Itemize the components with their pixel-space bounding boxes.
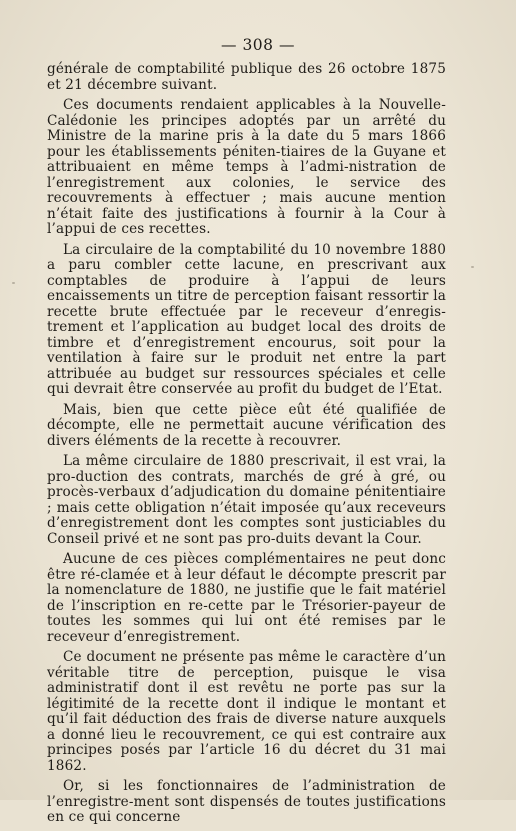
paragraph: Ces documents rendaient applicables à la Nouvelle-Calédonie les principes adoptés par un arrêté du Ministre de la marine pris à la date du 5 mars 1866 pour les établissements péniten-tiaires de la Guyane et attribuaient en même temps à l’admi-nistration de l’enregistrement aux colonies, le service des recouvrements à effectuer ; mais aucune mention n’était faite des justifications à fournir à la Cour à l’appui de ces recettes. [47, 97, 446, 237]
paragraph: Mais, bien que cette pièce eût été qualifiée de décompte, elle ne permettait aucune vérification des divers éléments de la recette à recouvrer. [47, 401, 446, 449]
paragraph: Aucune de ces pièces complémentaires ne peut donc être ré-clamée et à leur défaut le décompte prescrit par la nomenclature de 1880, ne justifie que le fait matériel de l’inscription en re-cette par le Trésorier-payeur de toutes les sommes qui lui ont été remises par le receveur d’enregistrement. [47, 551, 446, 645]
paragraph-continuation: générale de comptabilité publique des 26 octobre 1875 et 21 décembre suivant. [47, 61, 446, 93]
paragraph: Or, si les fonctionnaires de l’administration de l’enregistre-ment sont dispensés de toutes justifications en ce qui concerne [47, 778, 446, 825]
body-text [47, 62, 446, 831]
paragraph: Ce document ne présente pas même le caractère d’un véritable titre de perception, puisque le visa administratif dont il est revêtu ne porte pas sur la légitimité de la recette dont il indique le montant et qu’il fait déduction des frais de diverse nature auxquels a donné lieu le recouvrement, ce qui est contraire aux principes posés par l’article 16 du décret du 31 mai 1862. [47, 649, 446, 774]
paragraph: La circulaire de la comptabilité du 10 novembre 1880 a paru combler cette lacune, en prescrivant aux comptables de produire à l’appui de leurs encaissements un titre de perception faisant ressortir la recette brute effectuée par le receveur d’enregis-trement et l’application au budget local des droits de timbre et d’enregistrement encourus, soit pour la ventilation à faire sur le produit net entre la part attribuée au budget sur ressources spéciales et celle qui devrait être conservée au profit du budget de l’Etat. [47, 241, 446, 397]
paper-speck [12, 282, 15, 284]
paragraph: La même circulaire de 1880 prescrivait, il est vrai, la pro-duction des contrats, marchés de gré à gré, ou procès-verbaux d’adjudication du domaine pénitentiaire ; mais cette obligation n’était imposée qu’aux receveurs d’enregistrement dont les comptes sont justiciables du Conseil privé et ne sont pas pro-duits devant la Cour. [47, 453, 446, 547]
page-number: — 308 — [221, 36, 295, 54]
paper-speck [471, 266, 474, 268]
